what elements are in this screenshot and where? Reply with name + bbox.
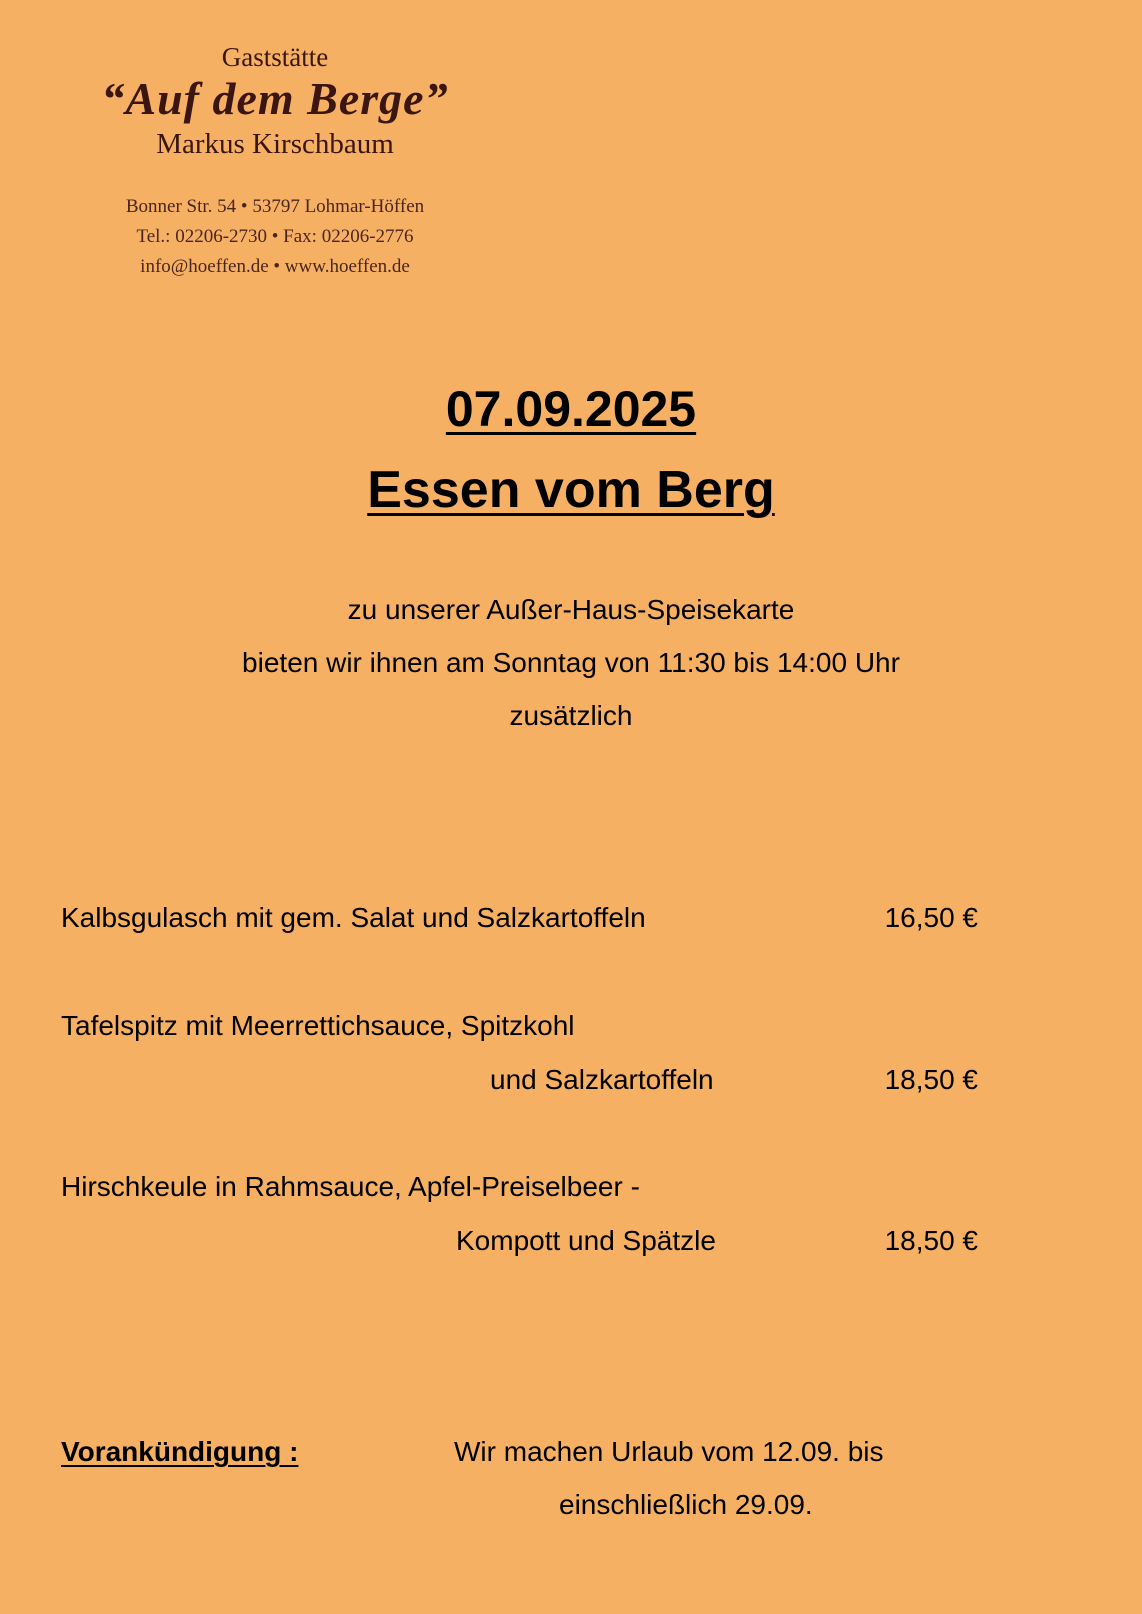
- menu-item-description-continued: und Salzkartoffeln: [490, 1064, 714, 1095]
- email-web: info@hoeffen.de • www.hoeffen.de: [140, 256, 410, 277]
- menu-item-price: 16,50 €: [884, 902, 978, 933]
- menu-item-price: 18,50 €: [884, 1064, 978, 1095]
- date-heading: 07.09.2025: [445, 381, 697, 437]
- restaurant-name: “Auf dem Berge”: [101, 73, 449, 124]
- notice-text-line-2: einschließlich 29.09.: [559, 1489, 813, 1520]
- menu-item-description-continued: Kompott und Spätzle: [456, 1225, 716, 1256]
- menu-item-description: Tafelspitz mit Meerrettichsauce, Spitzkohl: [61, 1010, 575, 1041]
- phone-fax: Tel.: 02206-2730 • Fax: 02206-2776: [136, 226, 414, 247]
- owner-name: Markus Kirschbaum: [156, 128, 394, 160]
- menu-item-description: Hirschkeule in Rahmsauce, Apfel-Preiselbeer -: [61, 1171, 640, 1202]
- notice-label: Vorankündigung :: [61, 1436, 299, 1467]
- intro-line-1: zu unserer Außer-Haus-Speisekarte: [347, 594, 795, 625]
- intro-line-2: bieten wir ihnen am Sonntag von 11:30 bis 14:00 Uhr: [242, 647, 900, 678]
- address: Bonner Str. 54 • 53797 Lohmar-Höffen: [125, 196, 425, 217]
- letterhead-label: Gaststätte: [221, 42, 329, 72]
- menu-item-description: Kalbsgulasch mit gem. Salat und Salzkartoffeln: [61, 902, 646, 933]
- page-title: Essen vom Berg: [367, 461, 775, 519]
- notice-text-line-1: Wir machen Urlaub vom 12.09. bis: [454, 1436, 884, 1467]
- intro-line-3: zusätzlich: [509, 700, 633, 731]
- menu-item-price: 18,50 €: [884, 1225, 978, 1256]
- letterhead: [0, 0, 530, 310]
